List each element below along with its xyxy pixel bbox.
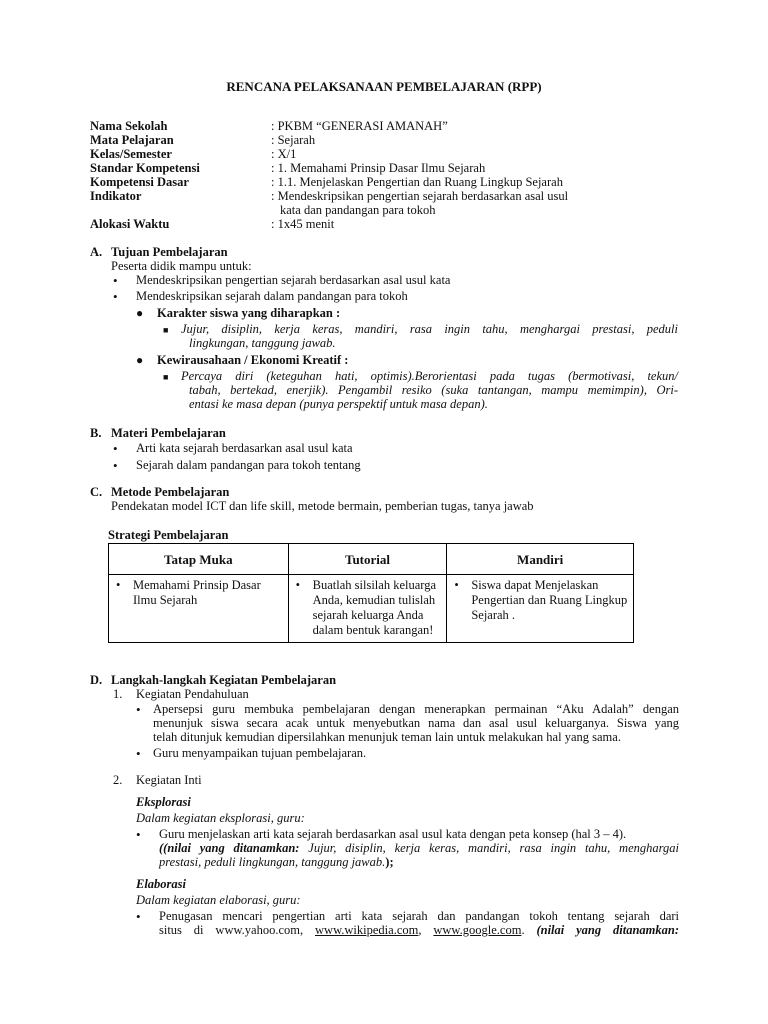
- section-a-title: Tujuan Pembelajaran: [111, 245, 228, 259]
- elaborasi-bullet-1-line-2: [159, 923, 679, 938]
- kewirausahaan-text-1: Percaya diri (keteguhan hati, optimis).Berorientasi pada tugas (bermotivasi, tekun/: [181, 369, 678, 383]
- label-nama-sekolah: Nama Sekolah: [90, 119, 168, 133]
- section-c-letter: C.: [90, 485, 103, 499]
- elaborasi-intro: Dalam kegiatan elaborasi, guru:: [136, 893, 301, 907]
- karakter-text-2: lingkungan, tanggung jawab.: [189, 336, 336, 350]
- value-alokasi-waktu: : 1x45 menit: [271, 217, 335, 231]
- strategy-title: Strategi Pembelajaran: [108, 528, 229, 542]
- table-header-mandiri: Mandiri: [447, 544, 634, 575]
- label-kelas-semester: Kelas/Semester: [90, 147, 172, 161]
- step-1-title: Kegiatan Pendahuluan: [136, 687, 249, 701]
- nilai-label: ((nilai yang ditanamkan:: [159, 841, 300, 855]
- step-2-number: 2.: [113, 773, 123, 787]
- value-indikator-cont: kata dan pandangan para tokoh: [280, 203, 436, 217]
- step-1-bullet-1-line-1: Apersepsi guru membuka pembelajaran dengan menerapkan permainan “Aku Adalah” dengan: [153, 702, 679, 716]
- step-1-bullet-1-line-2: menunjuk siswa secara acak untuk menyebutkan nama dan asal usul keluarganya. Siswa yang: [153, 716, 679, 730]
- karakter-text-1: Jujur, disiplin, kerja keras, mandiri, rasa ingin tahu, menghargai prestasi, peduli: [181, 322, 678, 336]
- bullet-icon: •: [113, 441, 118, 456]
- nilai-text: Jujur, disiplin, kerja keras, mandiri, rasa ingin tahu, menghargai: [308, 841, 680, 855]
- step-1-number: 1.: [113, 687, 123, 701]
- section-a-intro: Peserta didik mampu untuk:: [111, 259, 252, 273]
- value-kompetensi-dasar: : 1.1. Menjelaskan Pengertian dan Ruang Lingkup Sejarah: [271, 175, 563, 189]
- nilai-close: );: [385, 855, 394, 869]
- page-title: RENCANA PELAKSANAAN PEMBELAJARAN (RPP): [226, 79, 542, 94]
- table-cell-mandiri: [447, 575, 634, 643]
- table-header-tutorial: Tutorial: [288, 544, 447, 575]
- bullet-icon: •: [113, 458, 118, 473]
- period: .: [521, 923, 525, 937]
- bullet-icon: •: [113, 289, 118, 304]
- filled-circle-bullet-icon: ●: [136, 306, 144, 320]
- elaborasi-bullet-1-line-1: Penugasan mencari pengertian arti kata sejarah dan pandangan tokoh tentang sejarah dari: [159, 909, 679, 923]
- section-b-bullet-2: Sejarah dalam pandangan para tokoh tentang: [136, 458, 361, 472]
- filled-circle-bullet-icon: ●: [136, 353, 144, 367]
- kewirausahaan-text-2: tabah, bertekad, enerjik). Pengambil resiko (suka tantangan, mampu memimpin), Ori-: [189, 383, 678, 397]
- eksplorasi-title: Eksplorasi: [136, 795, 191, 809]
- section-b-bullet-1: Arti kata sejarah berdasarkan asal usul kata: [136, 441, 353, 455]
- label-alokasi-waktu: Alokasi Waktu: [90, 217, 170, 231]
- step-1-bullet-1-line-3: telah ditunjuk kemudian dipersilahkan menunjuk teman lain untuk melakukan hal yang sama.: [153, 730, 621, 744]
- bullet-icon: •: [295, 578, 301, 592]
- eksplorasi-nilai-line-1: [159, 841, 679, 856]
- nilai-text-cont: prestasi, peduli lingkungan, tanggung jawab.: [159, 855, 386, 869]
- value-mata-pelajaran: : Sejarah: [271, 133, 316, 147]
- step-1-bullet-2: Guru menyampaikan tujuan pembelajaran.: [153, 746, 367, 760]
- value-standar-kompetensi: : 1. Memahami Prinsip Dasar Ilmu Sejarah: [271, 161, 486, 175]
- section-b-letter: B.: [90, 426, 102, 440]
- section-a-letter: A.: [90, 245, 103, 259]
- table-cell-tutorial: [288, 575, 447, 643]
- section-d-title: Langkah-langkah Kegiatan Pembelajaran: [111, 673, 337, 687]
- section-b-title: Materi Pembelajaran: [111, 426, 226, 440]
- wikipedia-link[interactable]: www.wikipedia.com: [315, 923, 419, 937]
- karakter-title: Karakter siswa yang diharapkan :: [157, 306, 341, 320]
- eksplorasi-nilai-line-2: [159, 855, 394, 870]
- table-cell-tatap-muka: [109, 575, 289, 643]
- square-bullet-icon: ■: [163, 372, 169, 382]
- section-c-title: Metode Pembelajaran: [111, 485, 230, 499]
- elaborasi-title: Elaborasi: [136, 877, 187, 891]
- kewirausahaan-title: Kewirausahaan / Ekonomi Kreatif :: [157, 353, 349, 367]
- section-c-text: Pendekatan model ICT dan life skill, metode bermain, pemberian tugas, tanya jawab: [111, 499, 534, 513]
- elaborasi-text: situs di www.yahoo.com,: [159, 923, 316, 937]
- bullet-icon: •: [454, 578, 459, 592]
- table-header-tatap-muka: Tatap Muka: [109, 544, 289, 575]
- eksplorasi-intro: Dalam kegiatan eksplorasi, guru:: [136, 811, 305, 825]
- table-cell-text: Buatlah silsilah keluarga Anda, kemudian tulislah sejarah keluarga Anda dalam bentuk karangan!: [312, 578, 436, 637]
- link-separator: ,: [418, 923, 434, 937]
- table-cell-text: Memahami Prinsip Dasar Ilmu Sejarah: [133, 578, 261, 607]
- bullet-icon: •: [113, 273, 118, 288]
- kewirausahaan-text-3: entasi ke masa depan (punya perspektif untuk masa depan).: [189, 397, 488, 411]
- bullet-icon: •: [116, 578, 121, 592]
- bullet-icon: •: [136, 702, 141, 717]
- google-link[interactable]: www.google.com: [433, 923, 522, 937]
- bullet-icon: •: [136, 746, 141, 761]
- eksplorasi-bullet-1: Guru menjelaskan arti kata sejarah berdasarkan asal usul kata dengan peta konsep (hal 3 – 4).: [159, 827, 627, 841]
- bullet-icon: •: [136, 827, 141, 842]
- value-indikator: : Mendeskripsikan pengertian sejarah berdasarkan asal usul: [271, 189, 569, 203]
- section-a-bullet-2: Mendeskripsikan sejarah dalam pandangan para tokoh: [136, 289, 408, 303]
- label-standar-kompetensi: Standar Kompetensi: [90, 161, 200, 175]
- square-bullet-icon: ■: [163, 325, 169, 335]
- label-indikator: Indikator: [90, 189, 142, 203]
- step-2-title: Kegiatan Inti: [136, 773, 202, 787]
- value-kelas-semester: : X/1: [271, 147, 297, 161]
- section-a-bullet-1: Mendeskripsikan pengertian sejarah berdasarkan asal usul kata: [136, 273, 451, 287]
- label-kompetensi-dasar: Kompetensi Dasar: [90, 175, 189, 189]
- bullet-icon: •: [136, 909, 141, 924]
- table-cell-text: Siswa dapat Menjelaskan Pengertian dan Ruang Lingkup Sejarah .: [471, 578, 628, 622]
- label-mata-pelajaran: Mata Pelajaran: [90, 133, 174, 147]
- value-nama-sekolah: : PKBM “GENERASI AMANAH”: [271, 119, 448, 133]
- elaborasi-nilai-label: (nilai yang ditanamkan:: [536, 923, 679, 937]
- strategy-table: [108, 543, 634, 643]
- section-d-letter: D.: [90, 673, 103, 687]
